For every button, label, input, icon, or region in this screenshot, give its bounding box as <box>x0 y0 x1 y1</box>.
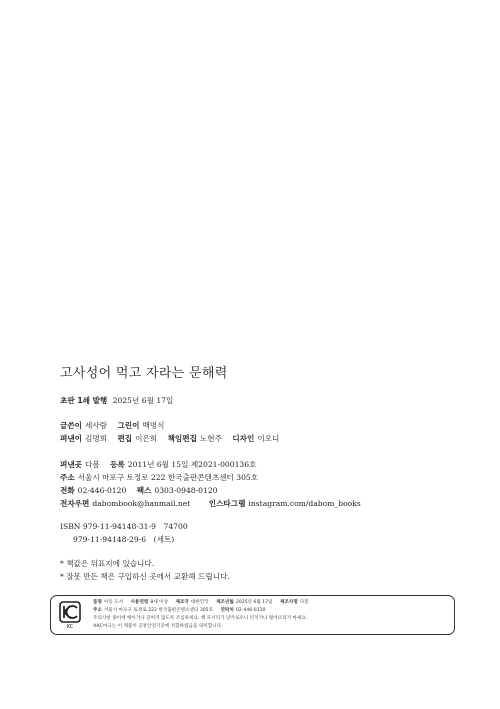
kc-manufacturer: 다봄 <box>299 600 309 605</box>
phone-value: 02-446-0120 <box>77 486 127 495</box>
isbn-line-2: 979-11-94148-29-6 (세트) <box>73 535 175 544</box>
kc-mark-text: KC <box>66 624 74 629</box>
publisher-person-label: 펴낸이 <box>60 434 83 443</box>
kc-address: 서울시 마포구 토정로 222 한국출판콘텐츠센터 305호 <box>103 608 214 613</box>
kc-manufacturer-label: 제조자명 <box>280 600 298 605</box>
kc-date: 2025년 6월 17일 <box>235 600 273 605</box>
kc-product: 아동 도서 <box>103 600 124 605</box>
kc-line-1 <box>93 600 309 606</box>
credits-line-1 <box>60 421 164 431</box>
editor-label: 편집 <box>117 434 133 443</box>
isbn-line-1: ISBN 979-11-94148-31-9 74700 <box>60 522 188 531</box>
kc-safety-box <box>50 595 455 635</box>
edition-line <box>60 396 173 406</box>
phone-label: 전화 <box>60 486 75 495</box>
kc-mark-icon <box>59 601 81 629</box>
editor-name: 이은희 <box>135 434 158 443</box>
publisher-person-name: 김명희 <box>85 434 108 443</box>
designer-label: 디자인 <box>232 434 255 443</box>
publisher-house-line <box>60 460 256 470</box>
kc-contact: 02-446-0120 <box>235 608 266 613</box>
house-label: 펴낸곳 <box>60 460 83 469</box>
note-exchange: * 잘못 만든 책은 구입하신 곳에서 교환해 드립니다. <box>60 572 230 581</box>
chief-editor-name: 노현주 <box>199 434 222 443</box>
email-label: 전자우편 <box>60 499 90 508</box>
kc-date-label: 제조년월 <box>216 600 234 605</box>
book-title: 고사성어 먹고 자라는 문해력 <box>60 366 228 381</box>
kc-caution: 주의사항 종이에 베이거나 긁히지 않도록 조심하세요. 책 모서리가 날카로우니 던지거나 떨어뜨리지 마세요. <box>93 616 308 621</box>
kc-line-2 <box>93 608 265 614</box>
kc-certification: ※KC마크는 이 제품이 공통안전기준에 적합하였음을 의미합니다. <box>93 624 223 629</box>
edition-label: 초판 1쇄 발행 <box>60 396 108 405</box>
kc-age: 8세 이상 <box>150 600 169 605</box>
house-name: 다봄 <box>85 460 100 469</box>
note-price: * 책값은 뒤표지에 있습니다. <box>60 559 155 568</box>
illustrator-label: 그린이 <box>117 421 140 430</box>
registration-label: 등록 <box>110 460 125 469</box>
illustrator-name: 백명식 <box>142 421 165 430</box>
kc-age-label: 사용연령 <box>130 600 149 605</box>
contact-line <box>60 499 361 509</box>
kc-contact-label: 연락처 <box>220 608 234 613</box>
email-value[interactable]: dabombook@hanmail.net <box>92 499 191 508</box>
kc-maker-label: 제조국 <box>175 600 189 605</box>
registration-value: 2011년 6월 15일 제2021-000136호 <box>127 460 257 469</box>
writer-name: 세사람 <box>85 421 108 430</box>
designer-name: 이오디 <box>257 434 280 443</box>
edition-date: 2025년 6월 17일 <box>112 396 174 405</box>
instagram-label: 인스타그램 <box>208 499 246 508</box>
kc-address-label: 주소 <box>93 608 102 613</box>
address-label: 주소 <box>60 473 75 482</box>
credits-line-2 <box>60 434 279 444</box>
fax-value: 0303-0948-0120 <box>154 486 218 495</box>
instagram-value[interactable]: instagram.com/dabom_books <box>248 499 361 508</box>
fax-label: 팩스 <box>136 486 152 495</box>
address-value: 서울시 마포구 토정로 222 한국출판콘텐츠센터 305호 <box>77 473 259 482</box>
address-line <box>60 473 258 483</box>
phone-fax-line <box>60 486 218 496</box>
kc-maker: 대한민국 <box>190 600 209 605</box>
writer-label: 글쓴이 <box>60 421 83 430</box>
chief-editor-label: 책임편집 <box>167 434 197 443</box>
kc-product-label: 품명 <box>93 600 102 605</box>
